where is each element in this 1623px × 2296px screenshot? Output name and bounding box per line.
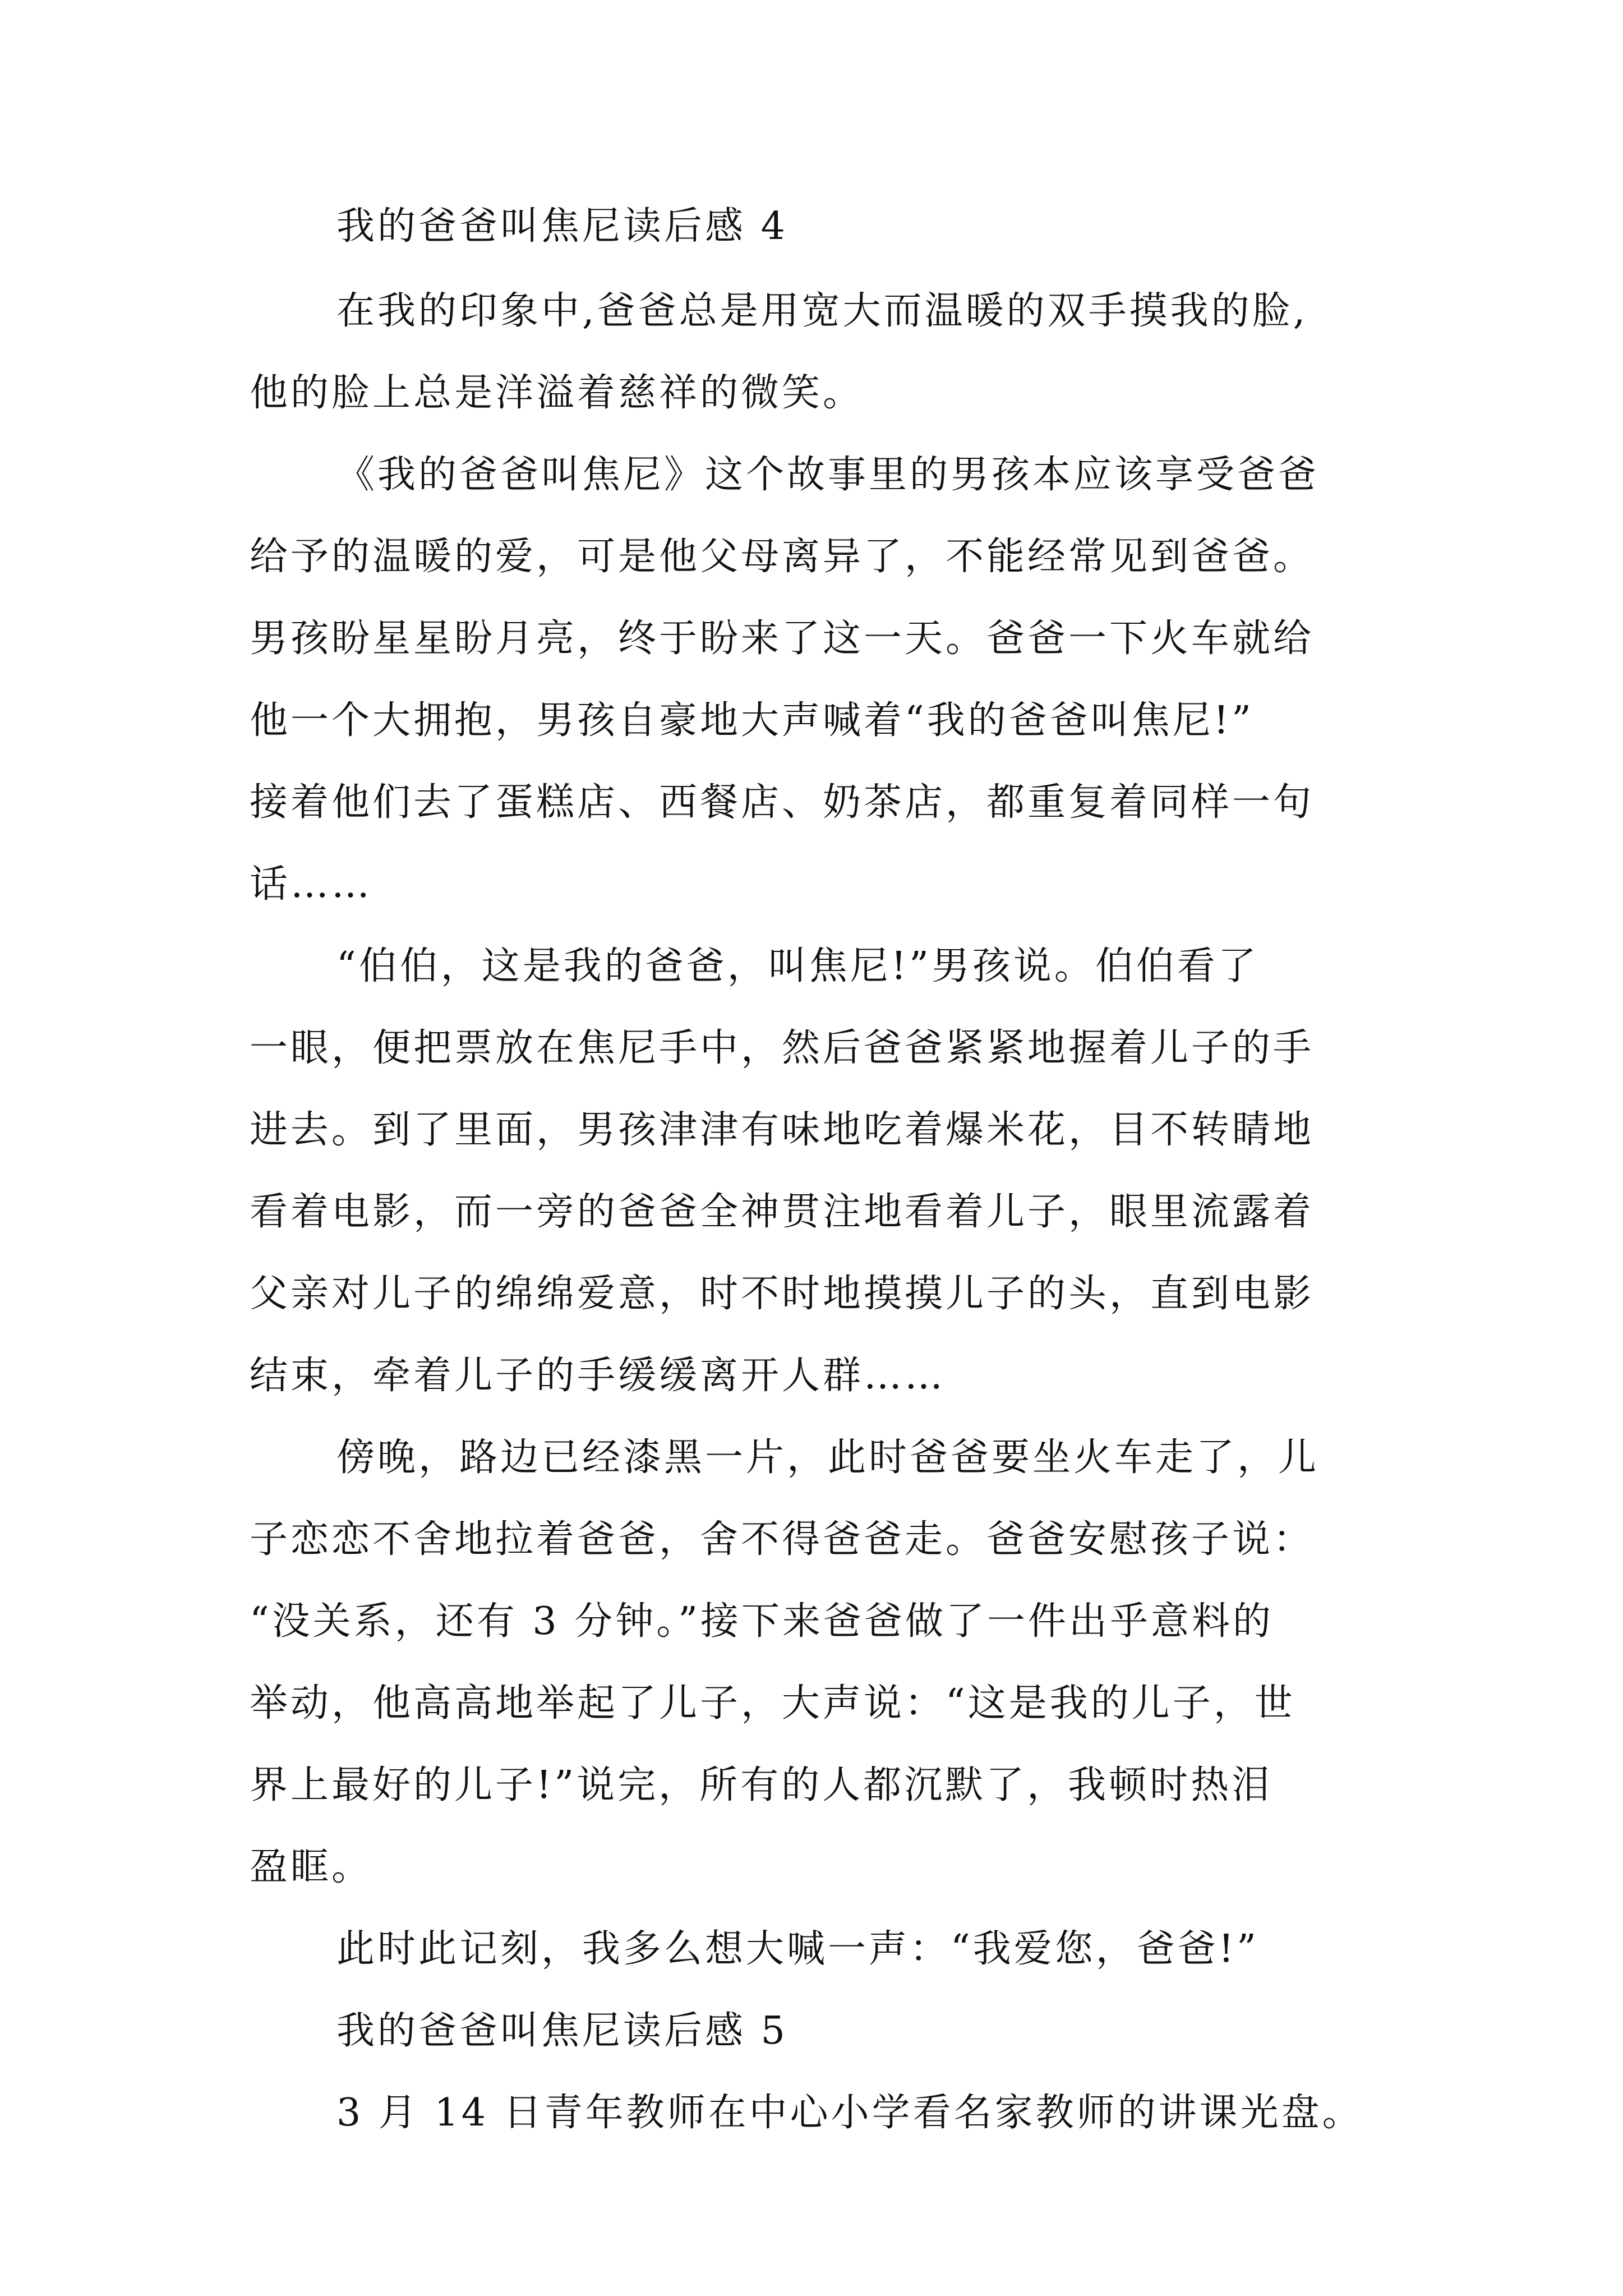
- paragraph-line: 盈眶。: [250, 1845, 373, 1889]
- paragraph-line: 《我的爸爸叫焦尼》这个故事里的男孩本应该享受爸爸: [336, 453, 1320, 497]
- paragraph-line: 举动，他高高地举起了儿子，大声说：“这是我的儿子，世: [250, 1681, 1295, 1726]
- paragraph-line: 一眼，便把票放在焦尼手中，然后爸爸紧紧地握着儿子的手: [250, 1026, 1315, 1070]
- paragraph-line: 看着电影，而一旁的爸爸全神贯注地看着儿子，眼里流露着: [250, 1190, 1315, 1234]
- section-title-4: 我的爸爸叫焦尼读后感 4: [336, 204, 788, 249]
- paragraph-line: 接着他们去了蛋糕店、西餐店、奶茶店，都重复着同样一句: [250, 780, 1315, 825]
- paragraph-line: 他的脸上总是洋溢着慈祥的微笑。: [250, 371, 864, 415]
- paragraph-line: 子恋恋不舍地拉着爸爸，舍不得爸爸走。爸爸安慰孩子说：: [250, 1517, 1315, 1562]
- paragraph-line: 话……: [250, 862, 373, 907]
- paragraph-line: “伯伯，这是我的爸爸，叫焦尼!”男孩说。伯伯看了: [336, 944, 1259, 988]
- paragraph-line: 男孩盼星星盼月亮，终于盼来了这一天。爸爸一下火车就给: [250, 616, 1315, 661]
- paragraph-line: 进去。到了里面，男孩津津有味地吃着爆米花，目不转睛地: [250, 1108, 1315, 1152]
- section-title-5: 我的爸爸叫焦尼读后感 5: [336, 2009, 788, 2053]
- paragraph-line: 结束，牵着儿子的手缓缓离开人群……: [250, 1354, 946, 1398]
- paragraph-line: 给予的温暖的爱，可是他父母离异了，不能经常见到爸爸。: [250, 535, 1315, 579]
- paragraph-line: 3 月 14 日青年教师在中心小学看名家教师的讲课光盘。: [336, 2091, 1363, 2135]
- paragraph-line: 傍晚，路边已经漆黑一片，此时爸爸要坐火车走了，儿: [336, 1435, 1320, 1480]
- paragraph-line: “没关系，还有 3 分钟。”接下来爸爸做了一件出乎意料的: [250, 1599, 1274, 1644]
- paragraph-line: 在我的印象中,爸爸总是用宽大而温暖的双手摸我的脸,: [336, 289, 1308, 333]
- paragraph-line: 此时此记刻，我多么想大喊一声：“我爱您，爸爸!”: [336, 1927, 1259, 1971]
- paragraph-line: 父亲对儿子的绵绵爱意，时不时地摸摸儿子的头，直到电影: [250, 1272, 1315, 1316]
- paragraph-line: 他一个大拥抱，男孩自豪地大声喊着“我的爸爸叫焦尼!”: [250, 698, 1254, 743]
- paragraph-line: 界上最好的儿子!”说完，所有的人都沉默了，我顿时热泪: [250, 1763, 1273, 1807]
